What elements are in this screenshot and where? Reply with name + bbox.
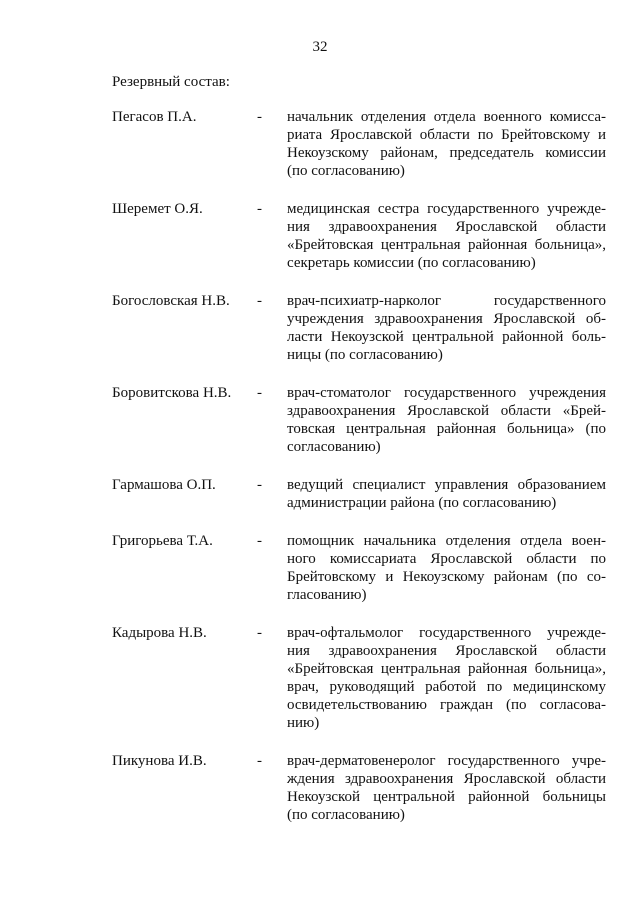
- member-entry: [112, 384, 606, 456]
- member-entry: [112, 532, 606, 604]
- member-role-line: помощник начальника отделения отдела воен-: [287, 533, 606, 549]
- member-dash: -: [257, 477, 262, 493]
- member-entry: [112, 108, 606, 180]
- member-role: [287, 532, 606, 604]
- member-role: [287, 624, 606, 732]
- member-role-line: «Брейтовская центральная районная больница»,: [287, 237, 606, 253]
- members-list: [112, 108, 606, 844]
- member-dash: -: [257, 625, 262, 641]
- member-role-line: нию): [287, 715, 320, 731]
- member-role-line: секретарь комиссии (по согласованию): [287, 255, 536, 271]
- member-role-line: ждения здравоохранения Ярославской области: [287, 771, 606, 787]
- member-role: [287, 200, 606, 272]
- member-role: [287, 384, 606, 456]
- member-role-line: ласти Некоузской центральной районной боль-: [287, 329, 606, 345]
- member-entry: [112, 200, 606, 272]
- member-entry: [112, 624, 606, 732]
- member-name: Пегасов П.А.: [112, 109, 197, 125]
- member-role-line: медицинская сестра государственного учрежде-: [287, 201, 606, 217]
- member-dash: -: [257, 109, 262, 125]
- member-role-line: ницы (по согласованию): [287, 347, 443, 363]
- member-dash: -: [257, 533, 262, 549]
- member-role-line: врач-дерматовенеролог государственного учре-: [287, 753, 606, 769]
- section-title: Резервный состав:: [112, 74, 230, 90]
- member-role-line: учреждения здравоохранения Ярославской об-: [287, 311, 606, 327]
- member-role: [287, 476, 606, 512]
- member-role-line: гласованию): [287, 587, 367, 603]
- member-role-line: риата Ярославской области по Брейтовскому и: [287, 127, 606, 143]
- member-entry: [112, 292, 606, 364]
- member-name: Григорьева Т.А.: [112, 533, 213, 549]
- member-role-line: (по согласованию): [287, 807, 405, 823]
- member-name: Боровитскова Н.В.: [112, 385, 232, 401]
- member-dash: -: [257, 293, 262, 309]
- member-name: Шеремет О.Я.: [112, 201, 203, 217]
- member-role-line: Брейтовскому и Некоузскому районам (по со-: [287, 569, 606, 585]
- member-role-line: начальник отделения отдела военного комисса-: [287, 109, 606, 125]
- member-role-line: (по согласованию): [287, 163, 405, 179]
- member-role-line: здравоохранения Ярославской области «Брей-: [287, 403, 606, 419]
- member-role-line: согласованию): [287, 439, 381, 455]
- member-role-line: врач-стоматолог государственного учреждения: [287, 385, 606, 401]
- member-dash: -: [257, 201, 262, 217]
- member-role-line: администрации района (по согласованию): [287, 495, 557, 511]
- member-role-line: ния здравоохранения Ярославской области: [287, 219, 606, 235]
- page-number: 32: [312, 39, 328, 55]
- member-role-line: врач-психиатр-нарколог государственного: [287, 293, 606, 309]
- member-name: Кадырова Н.В.: [112, 625, 207, 641]
- member-name: Богословская Н.В.: [112, 293, 230, 309]
- member-role-line: ния здравоохранения Ярославской области: [287, 643, 606, 659]
- member-role: [287, 292, 606, 364]
- member-name: Гармашова О.П.: [112, 477, 216, 493]
- member-dash: -: [257, 753, 262, 769]
- member-role-line: освидетельствованию граждан (по согласова-: [287, 697, 606, 713]
- member-role-line: врач, руководящий работой по медицинскому: [287, 679, 606, 695]
- member-entry: [112, 476, 606, 512]
- member-role-line: ного комиссариата Ярославской области по: [287, 551, 606, 567]
- member-dash: -: [257, 385, 262, 401]
- member-role: [287, 752, 606, 824]
- member-entry: [112, 752, 606, 824]
- member-name: Пикунова И.В.: [112, 753, 207, 769]
- member-role-line: Некоузскому районам, председатель комиссии: [287, 145, 606, 161]
- member-role-line: Некоузской центральной районной больницы: [287, 789, 606, 805]
- member-role: [287, 108, 606, 180]
- member-role-line: товская центральная районная больница» (по: [287, 421, 606, 437]
- member-role-line: ведущий специалист управления образованием: [287, 477, 606, 493]
- member-role-line: врач-офтальмолог государственного учрежде-: [287, 625, 606, 641]
- member-role-line: «Брейтовская центральная районная больница»,: [287, 661, 606, 677]
